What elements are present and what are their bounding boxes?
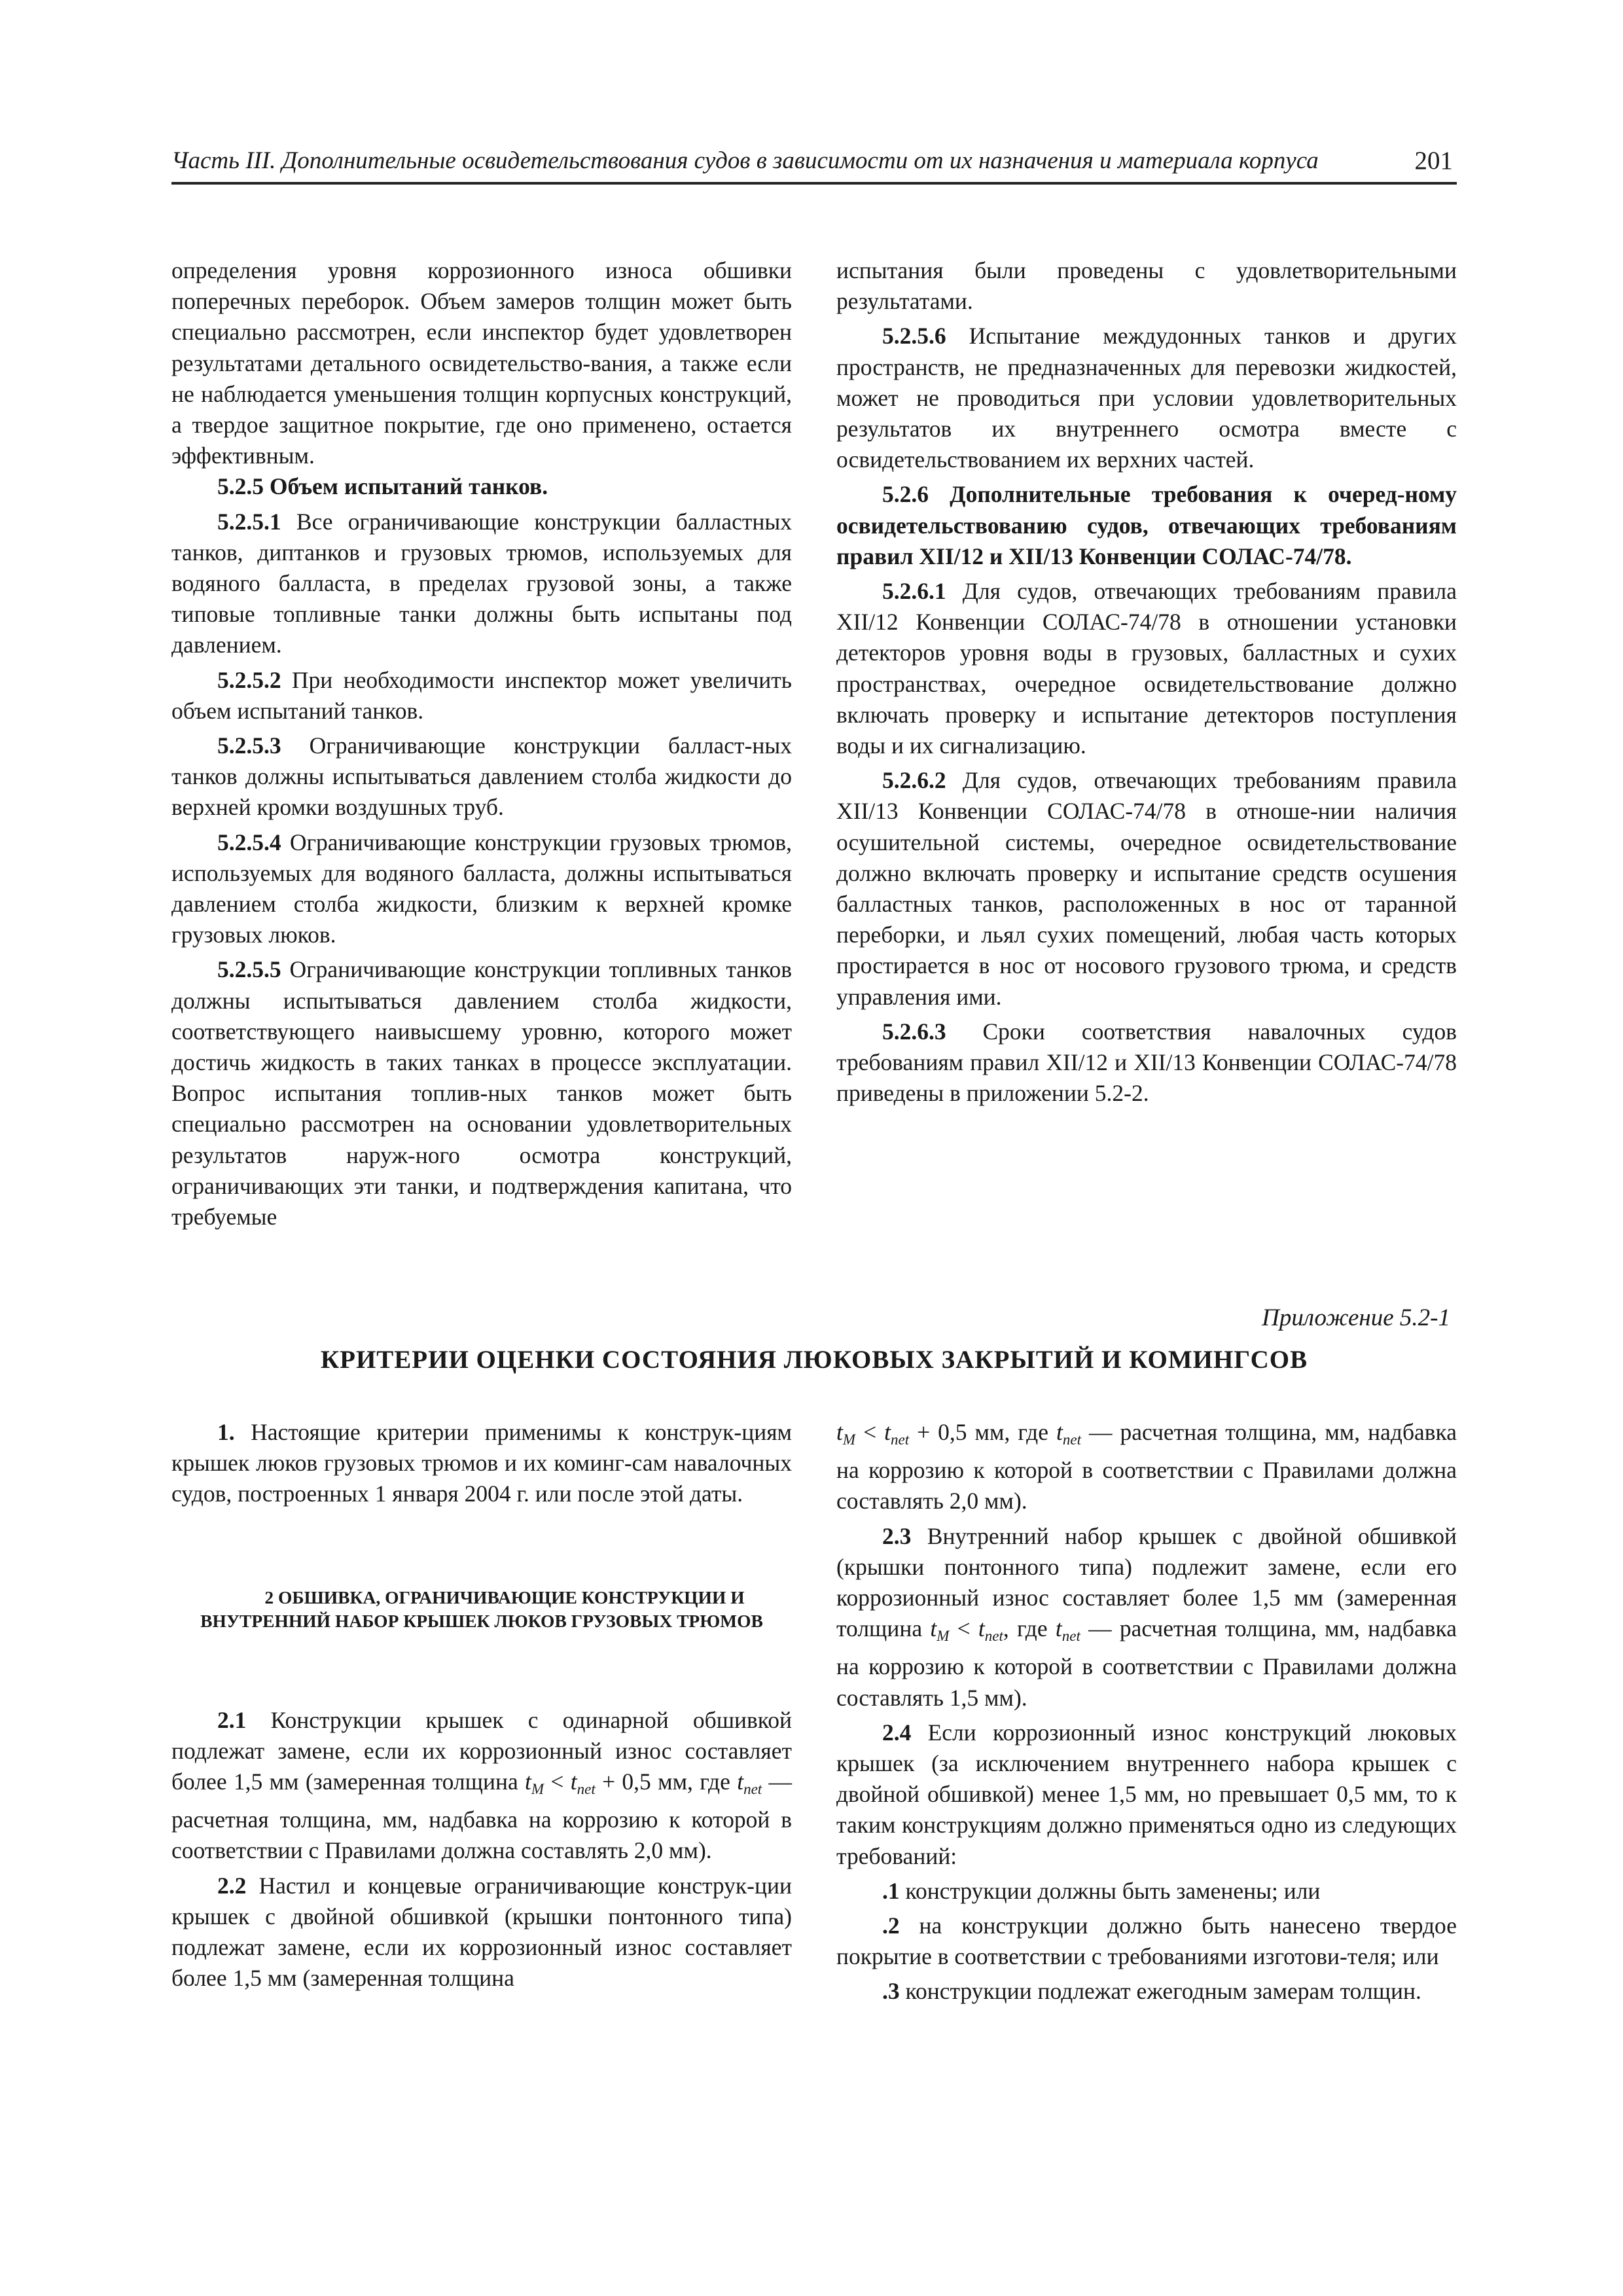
header-title: Часть III. Дополнительные освидетельствования судов в зависимости от их назначения и материала корпуса — [171, 147, 1319, 174]
page-number: 201 — [1414, 147, 1453, 175]
paragraph-2-2: 2.2 Настил и концевые ограничивающие конструк-ции крышек с двойной обшивкой (крышки понтонного типа) подлежат замене, если их коррозионный износ составляет более 1,5 мм (замеренная толщина — [171, 1872, 792, 1992]
paragraph-1: 1. Настоящие критерии применимы к конструк-циям крышек люков грузовых трюмов и их коминг-сам навалочных судов, построенных 1 января 2004 г. или после этой даты. — [171, 1419, 792, 1507]
paragraph-2-4: 2.4 Если коррозионный износ конструкций люковых крышек (за исключением внутреннего набора крышек с двойной обшивкой) менее 1,5 мм, но превышает 0,5 мм, то к таким конструкциям должно применяться одно из следующих требований: — [836, 1719, 1457, 1869]
section-heading-5-2-6: 5.2.6 Дополнительные требования к очеред-ному освидетельствованию судов, отвечающих требованиям правил XII/12 и XII/13 Конвенции СОЛАС-74/78. — [836, 481, 1457, 569]
section-heading-2: 2 ОБШИВКА, ОГРАНИЧИВАЮЩИЕ КОНСТРУКЦИИ И ВНУТРЕННИЙ НАБОР КРЫШЕК ЛЮКОВ ГРУЗОВЫХ ТРЮМОВ — [200, 1587, 763, 1631]
paragraph-2-2-continued: $t_M < t_{net} + 0,5$ мм, где $t_{net}$ — расчетная толщина, мм, надбавка на коррозию к которой в соответствии с Правилами должна составлять 2,0 мм). — [836, 1419, 1457, 1515]
top-right-column — [836, 255, 1457, 1109]
paragraph-5-2-5-3: 5.2.5.3 Ограничивающие конструкции балласт-ных танков должны испытываться давлением столба жидкости до верхней кромки воздушных труб. — [171, 732, 792, 821]
bottom-right-column — [836, 1417, 1457, 2007]
paragraph: испытания были проведены с удовлетворительными результатами. — [836, 257, 1457, 315]
list-item-1: .1 конструкции должны быть заменены; или — [882, 1877, 1321, 1904]
paragraph-2-3: 2.3 Внутренний набор крышек с двойной обшивкой (крышки понтонного типа) подлежит замене, если его коррозионный износ составляет более 1,5 мм (замеренная толщина $t_M < t_{net}$, где $t_{net}$ — расчетная толщина, мм, надбавка на коррозию к которой в соответствии с Правилами должна составлять 1,5 мм). — [836, 1522, 1457, 1711]
section-heading-5-2-5: 5.2.5 Объем испытаний танков. — [217, 473, 548, 500]
paragraph-5-2-5-4: 5.2.5.4 Ограничивающие конструкции грузовых трюмов, используемых для водяного балласта, должны испытываться давлением столба жидкости, близким к верхней кромке грузовых люков. — [171, 829, 792, 948]
appendix-title: КРИТЕРИИ ОЦЕНКИ СОСТОЯНИЯ ЛЮКОВЫХ ЗАКРЫТИЙ И КОМИНГСОВ — [320, 1346, 1308, 1374]
list-item-3: .3 конструкции подлежат ежегодным замерам толщин. — [882, 1978, 1421, 2005]
paragraph-5-2-5-5: 5.2.5.5 Ограничивающие конструкции топливных танков должны испытываться давлением столба жидкости, соответствующего наивысшему уровню, которого может достичь жидкость в таких танках в процессе эксплуатации. Вопрос испытания топлив-ных танков может быть специально рассмотрен на основании удовлетворительных результатов наруж-ного осмотра конструкций, ограничивающих эти танки, и подтверждения капитана, что требуемые — [171, 956, 792, 1230]
paragraph-5-2-6-1: 5.2.6.1 Для судов, отвечающих требованиям правила XII/12 Конвенции СОЛАС-74/78 в отношении установки детекторов уровня воды в грузовых, балластных и сухих пространствах, очередное освидетельствование должно включать проверку и испытание детекторов поступления воды и их сигнализацию. — [836, 578, 1457, 759]
paragraph-2-1: 2.1 Конструкции крышек с одинарной обшивкой подлежат замене, если их коррозионный износ составляет более 1,5 мм (замеренная толщина $t_M < t_{net} + 0,5$ мм, где $t_{net}$ — расчетная толщина, мм, надбавка на коррозию к которой в соответствии с Правилами должна составлять 2,0 мм). — [171, 1706, 792, 1864]
bottom-left-column — [171, 1417, 792, 1994]
top-left-column — [171, 255, 792, 1232]
paragraph-5-2-5-2: 5.2.5.2 При необходимости инспектор может увеличить объем испытаний танков. — [171, 666, 792, 724]
paragraph-5-2-6-2: 5.2.6.2 Для судов, отвечающих требованиям правила XII/13 Конвенции СОЛАС-74/78 в отноше-нии наличия осушительной системы, очередное освидетельствование должно включать проверку и испытание средств осушения балластных танков, расположенных в нос от таранной переборки, и льял сухих помещений, любая часть которых простирается в нос от носового грузового трюма, и средств управления ими. — [836, 767, 1457, 1010]
appendix-label: Приложение 5.2-1 — [1262, 1304, 1450, 1331]
paragraph-5-2-5-1: 5.2.5.1 Все ограничивающие конструкции балластных танков, диптанков и грузовых трюмов, используемых для водяного балласта, в пределах грузовой зоны, а также типовые топливные танки должны быть испытаны под давлением. — [171, 508, 792, 658]
paragraph-5-2-6-3: 5.2.6.3 Сроки соответствия навалочных судов требованиям правил XII/12 и XII/13 Конвенции СОЛАС-74/78 приведены в приложении 5.2-2. — [836, 1018, 1457, 1107]
running-header — [171, 145, 1457, 185]
paragraph-5-2-5-6: 5.2.5.6 Испытание междудонных танков и других пространств, не предназначенных для перевозки жидкостей, может не проводиться при условии удовлетворительных результатов их внутреннего осмотра вместе с освидетельствованием их верхних частей. — [836, 323, 1457, 473]
list-item-2: .2 на конструкции должно быть нанесено твердое покрытие в соответствии с требованиями изготови-теля; или — [836, 1912, 1457, 1970]
paragraph: определения уровня коррозионного износа обшивки поперечных переборок. Объем замеров толщин может быть специально рассмотрен, если инспектор будет удовлетворен результатами детального освидетельство-вания, а также если не наблюдается уменьшения толщин корпусных конструкций, а твердое защитное покрытие, где оно применено, остается эффективным. — [171, 257, 792, 469]
